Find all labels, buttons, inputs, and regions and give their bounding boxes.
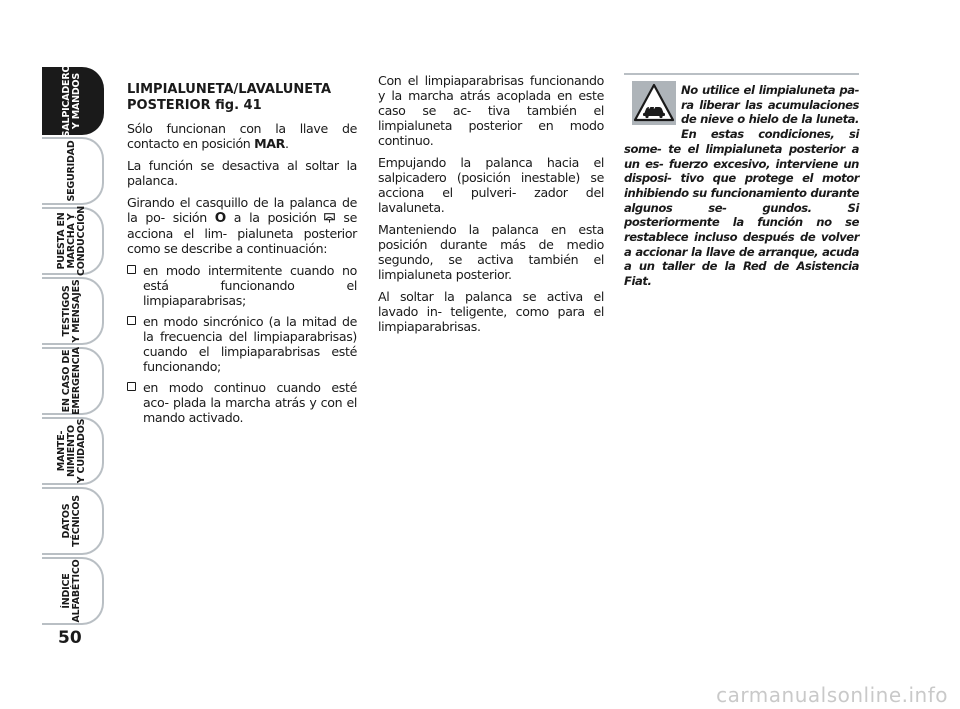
tab-seguridad[interactable] (42, 137, 104, 205)
key-position-mar: MAR (254, 136, 286, 151)
tab-en-caso-de-emergencia[interactable] (42, 347, 104, 415)
paragraph: Manteniendo la palanca en esta posición durante más de medio segundo, se activa también el limpialuneta posterior. (378, 222, 604, 282)
list-item (127, 263, 357, 308)
paragraph: Al soltar la palanca se activa el lavado in- teligente, como para el limpiaparabrisas. (378, 289, 604, 334)
tab-mantenimiento[interactable] (42, 417, 104, 485)
paragraph-text: Girando el casquillo de la palanca de la po- sición (127, 195, 357, 225)
paragraph: Con el limpiaparabrisas funcionando y la marcha atrás acoplada en este caso se ac- tiva también el limpialuneta posterior en modo continuo. (378, 73, 604, 148)
paragraph (127, 195, 357, 256)
position-o-symbol: O (214, 210, 226, 226)
tab-label: DATOS TÉCNICOS (61, 495, 82, 547)
paragraph-text: se acciona el lim- pialuneta posterior como se describe a continuación: (127, 210, 358, 256)
right-column (378, 73, 604, 341)
paragraph-text: Sólo funcionan con la llave de contacto en posición (127, 121, 357, 151)
tab-label: PUESTA EN MARCHA Y CONDUCCIÓN (56, 205, 87, 277)
paragraph-text: . (285, 136, 289, 151)
section-heading: LIMPIALUNETA/LAVALUNETA POSTERIOR fig. 41 (127, 82, 332, 113)
warning-divider (624, 73, 859, 75)
tab-salpicadero-y-mandos[interactable] (42, 64, 104, 138)
tab-label: SALPICADERO Y MANDOS (61, 64, 82, 138)
watermark: carmanualsonline.info (716, 683, 948, 707)
tab-puesta-en-marcha[interactable] (42, 207, 104, 275)
tab-testigos-y-mensajes[interactable] (42, 277, 104, 345)
list-item-text: en modo sincrónico (a la mitad de la frecuencia del limpiaparabrisas) cuando el limpiaparabrisas esté funcionando; (143, 314, 357, 374)
left-column (127, 82, 357, 431)
paragraph (127, 121, 357, 151)
list-item (127, 380, 357, 425)
tab-label: ÍNDICE ALFABÉTICO (61, 559, 82, 623)
warning-text: No utilice el limpialuneta pa- ra liberar las acumulaciones de nieve o hielo de la luneta. En estas condiciones, si some- te el limpialuneta posterior a un es- fuerzo excesivo, interviene un disposi- tivo que protege el motor inhibiendo su funcionamiento durante algunos se- gundos. Si posteriormente la función no se restablece incluso después de volver a accionar la llave de arranque, acuda a un taller de la Red de Asistencia Fiat. (624, 83, 859, 289)
page-number: 50 (58, 628, 82, 648)
list-item-text: en modo continuo cuando esté aco- plada la marcha atrás y con el mando activado. (143, 380, 357, 425)
warning-box (624, 73, 859, 289)
tab-datos-tecnicos[interactable] (42, 487, 104, 555)
paragraph: La función se desactiva al soltar la palanca. (127, 158, 357, 188)
rear-wiper-icon (324, 212, 335, 225)
checkbox-bullet-icon (127, 382, 136, 391)
tab-label: MANTE- NIMIENTO Y CUIDADOS (56, 418, 87, 484)
paragraph-text: a la posición (225, 210, 325, 225)
tab-label: TESTIGOS Y MENSAJES (61, 279, 82, 343)
checkbox-bullet-icon (127, 265, 136, 274)
car-warning-icon (632, 81, 676, 125)
tab-indice-alfabetico[interactable] (42, 557, 104, 625)
bullet-list (127, 263, 357, 425)
list-item (127, 314, 357, 374)
list-item-text: en modo intermitente cuando no está funcionando el limpiaparabrisas; (143, 263, 357, 308)
checkbox-bullet-icon (127, 316, 136, 325)
paragraph: Empujando la palanca hacia el salpicadero (posición inestable) se acciona el pulveri- zador del lavaluneta. (378, 155, 604, 215)
tab-label: EN CASO DE EMERGENCIA (61, 347, 82, 415)
tab-label: SEGURIDAD (66, 140, 77, 202)
